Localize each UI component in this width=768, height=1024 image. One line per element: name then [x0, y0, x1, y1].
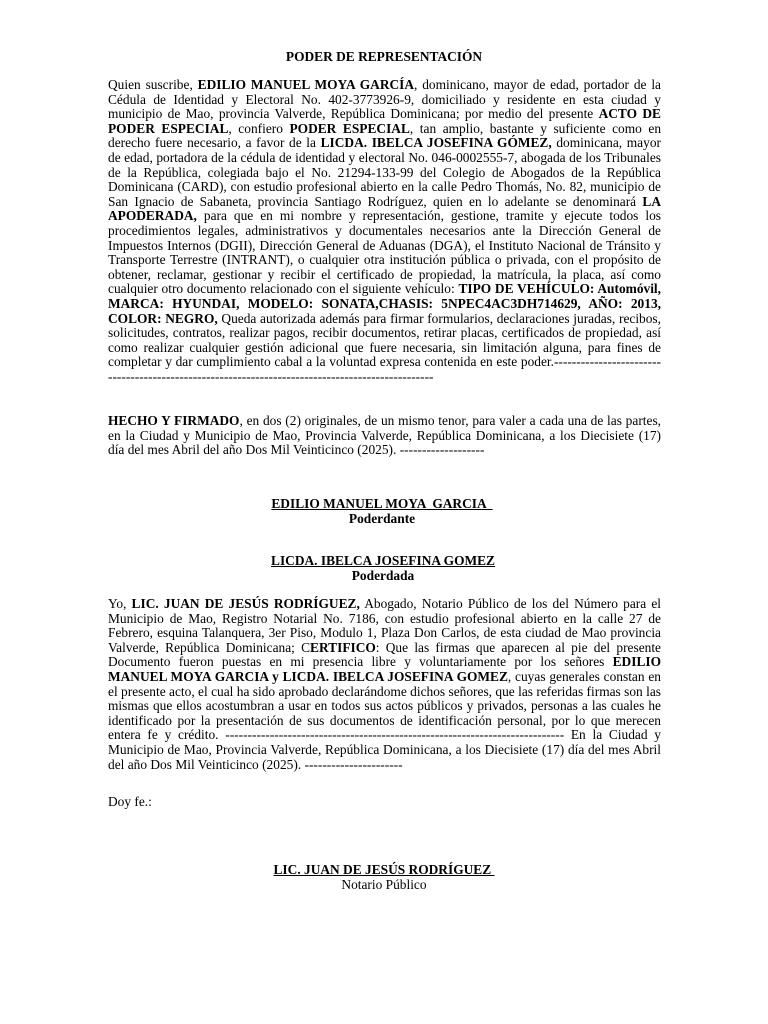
grantor-role: Poderdante [348, 510, 416, 526]
signed-paragraph [108, 414, 661, 458]
text-run: , en dos (2) originales, de un mismo tenor, para valer a cada una de las partes, en la Ciudad y Municipio de Mao, Provincia Valverde, República Dominicana, a los Diecisiete (17) día del mes Abril del año Dos Mil Veinticinco (2025). ------------------- [108, 413, 661, 458]
text-run: , cuyas generales constan en el presente acto, el cual ha sido aprobado declarándome dichos señores, que las referidas firmas son las mismas que ellos acostumbran a usar en todos sus actos públicos y privados, personas a las cuales he identificado por la presentación de sus documentos de identificación personal, por lo que merecen entera fe y crédito. ---------------------------------------------------------------------------- En la Ciudad y Municipio de Mao, Provincia Valverde, República Dominicana, a los Diecisiete (17) día del mes Abril del año Dos Mil Veinticinco (2025). ---------------------- [108, 668, 661, 772]
text-run: : Que las firmas que aparecen al pie del presente Documento fueron puestas en mi presencia libre y voluntariamente por los señores [108, 639, 661, 670]
attorney-role: Poderdada [351, 567, 415, 583]
bold-text-run: HECHO Y FIRMADO [108, 413, 240, 428]
notary-role: Notario Público [341, 876, 427, 892]
text-run: Queda autorizada además para firmar formularios, declaraciones juradas, recibos, solicitudes, contratos, realizar pagos, recibir documentos, retirar placas, certificados de propiedad, así como realizar cualquier gestión adicional que fuere necesaria, sin limitación alguna, para fines de completar y dar cumplimiento cabal a la voluntad expresa contenida en este poder.------------------------------------------------------------------------------------------------- [108, 310, 661, 384]
bold-text-run: ACTO DE PODER ESPECIAL [108, 106, 661, 136]
signature-block-attorney [0, 554, 767, 583]
text-run: , tan amplio, bastante y suficiente como en derecho fuere necesario, a favor de la [108, 120, 662, 151]
notary-name: LIC. JUAN DE JESÚS RODRÍGUEZ [273, 862, 495, 877]
text-run: Abogado, Notario Público de los del Número para el Municipio de Mao, Registro Notarial No. 7186, con estudio profesional abierto en la calle 27 de Febrero, esquina Talanquera, 3er Piso, Modulo 1, Plaza Don Carlos, de esta ciudad de Mao provincia Valverde, República Dominicana; C [108, 596, 661, 655]
grantor-name: EDILIO MANUEL MOYA GARCIA [271, 496, 493, 511]
bold-text-run: LICDA. IBELCA JOSEFINA GÓMEZ, [320, 135, 552, 151]
signature-block-grantor [0, 497, 766, 526]
bold-text-run: EDILIO MANUEL MOYA GARCÍA [197, 77, 415, 92]
doy-fe-text: Doy fe.: [108, 794, 152, 809]
text-run: Yo, [108, 596, 132, 611]
text-run: Quien suscribe, [108, 77, 198, 92]
signature-block-notary [0, 863, 768, 892]
power-of-attorney-paragraph [108, 78, 661, 384]
bold-text-run: LA APODERADA, [108, 193, 661, 224]
notary-certification-paragraph [108, 597, 661, 772]
text-run: dominicana, mayor de edad, portadora de la cédula de identidad y electoral No. 046-0002555-7, abogada de los Tribunales de la República, colegiada bajo el No. 21294-133-99 del Colegio de Abogados de la República Dominicana (CARD), con estudio profesional abierto en la calle Pedro Thomás, No. 82, municipio de San Ignacio de Sabaneta, provincia Santiago Rodríguez, quien en lo adelante se denominará [108, 135, 661, 209]
bold-text-run: PODER ESPECIAL [289, 120, 410, 136]
bold-text-run: EDILIO MANUEL MOYA GARCIA y LICDA. IBELCA JOSEFINA GOMEZ [108, 654, 661, 684]
document-title: PODER DE REPRESENTACIÓN [285, 49, 483, 64]
text-run: , dominicano, mayor de edad, portador de la Cédula de Identidad y Electoral No. 402-3773926-9, domiciliado y residente en esta ciudad y municipio de Mao, provincia Valverde, República Dominicana; por medio del presente [108, 77, 661, 122]
text-run: para que en mi nombre y representación, gestione, tramite y ejecute todos los procedimientos legales, administrativos y documentales necesarios ante la Dirección General de Impuestos Internos (DGII), Dirección General de Aduanas (DGA), el Instituto Nacional de Tránsito y Transporte Terrestre (INTRANT), o cualquier otra institución pública o privada, con el propósito de obtener, reclamar, gestionar y recibir el certificado de propiedad, la matrícula, la placa, así como cualquier otro documento relacionado con el siguiente vehículo: [108, 208, 661, 297]
bold-text-run: TIPO DE VEHÍCULO: Automóvil, MARCA: HYUNDAI, MODELO: SONATA,CHASIS: 5NPEC4AC3DH714629, AÑO: 2013, COLOR: NEGRO, [108, 281, 661, 326]
bold-text-run: ERTIFICO [310, 639, 376, 655]
attorney-name: LICDA. IBELCA JOSEFINA GOMEZ [271, 553, 495, 568]
text-run: , confiero [228, 120, 290, 136]
bold-text-run: LIC. JUAN DE JESÚS RODRÍGUEZ, [131, 596, 360, 611]
